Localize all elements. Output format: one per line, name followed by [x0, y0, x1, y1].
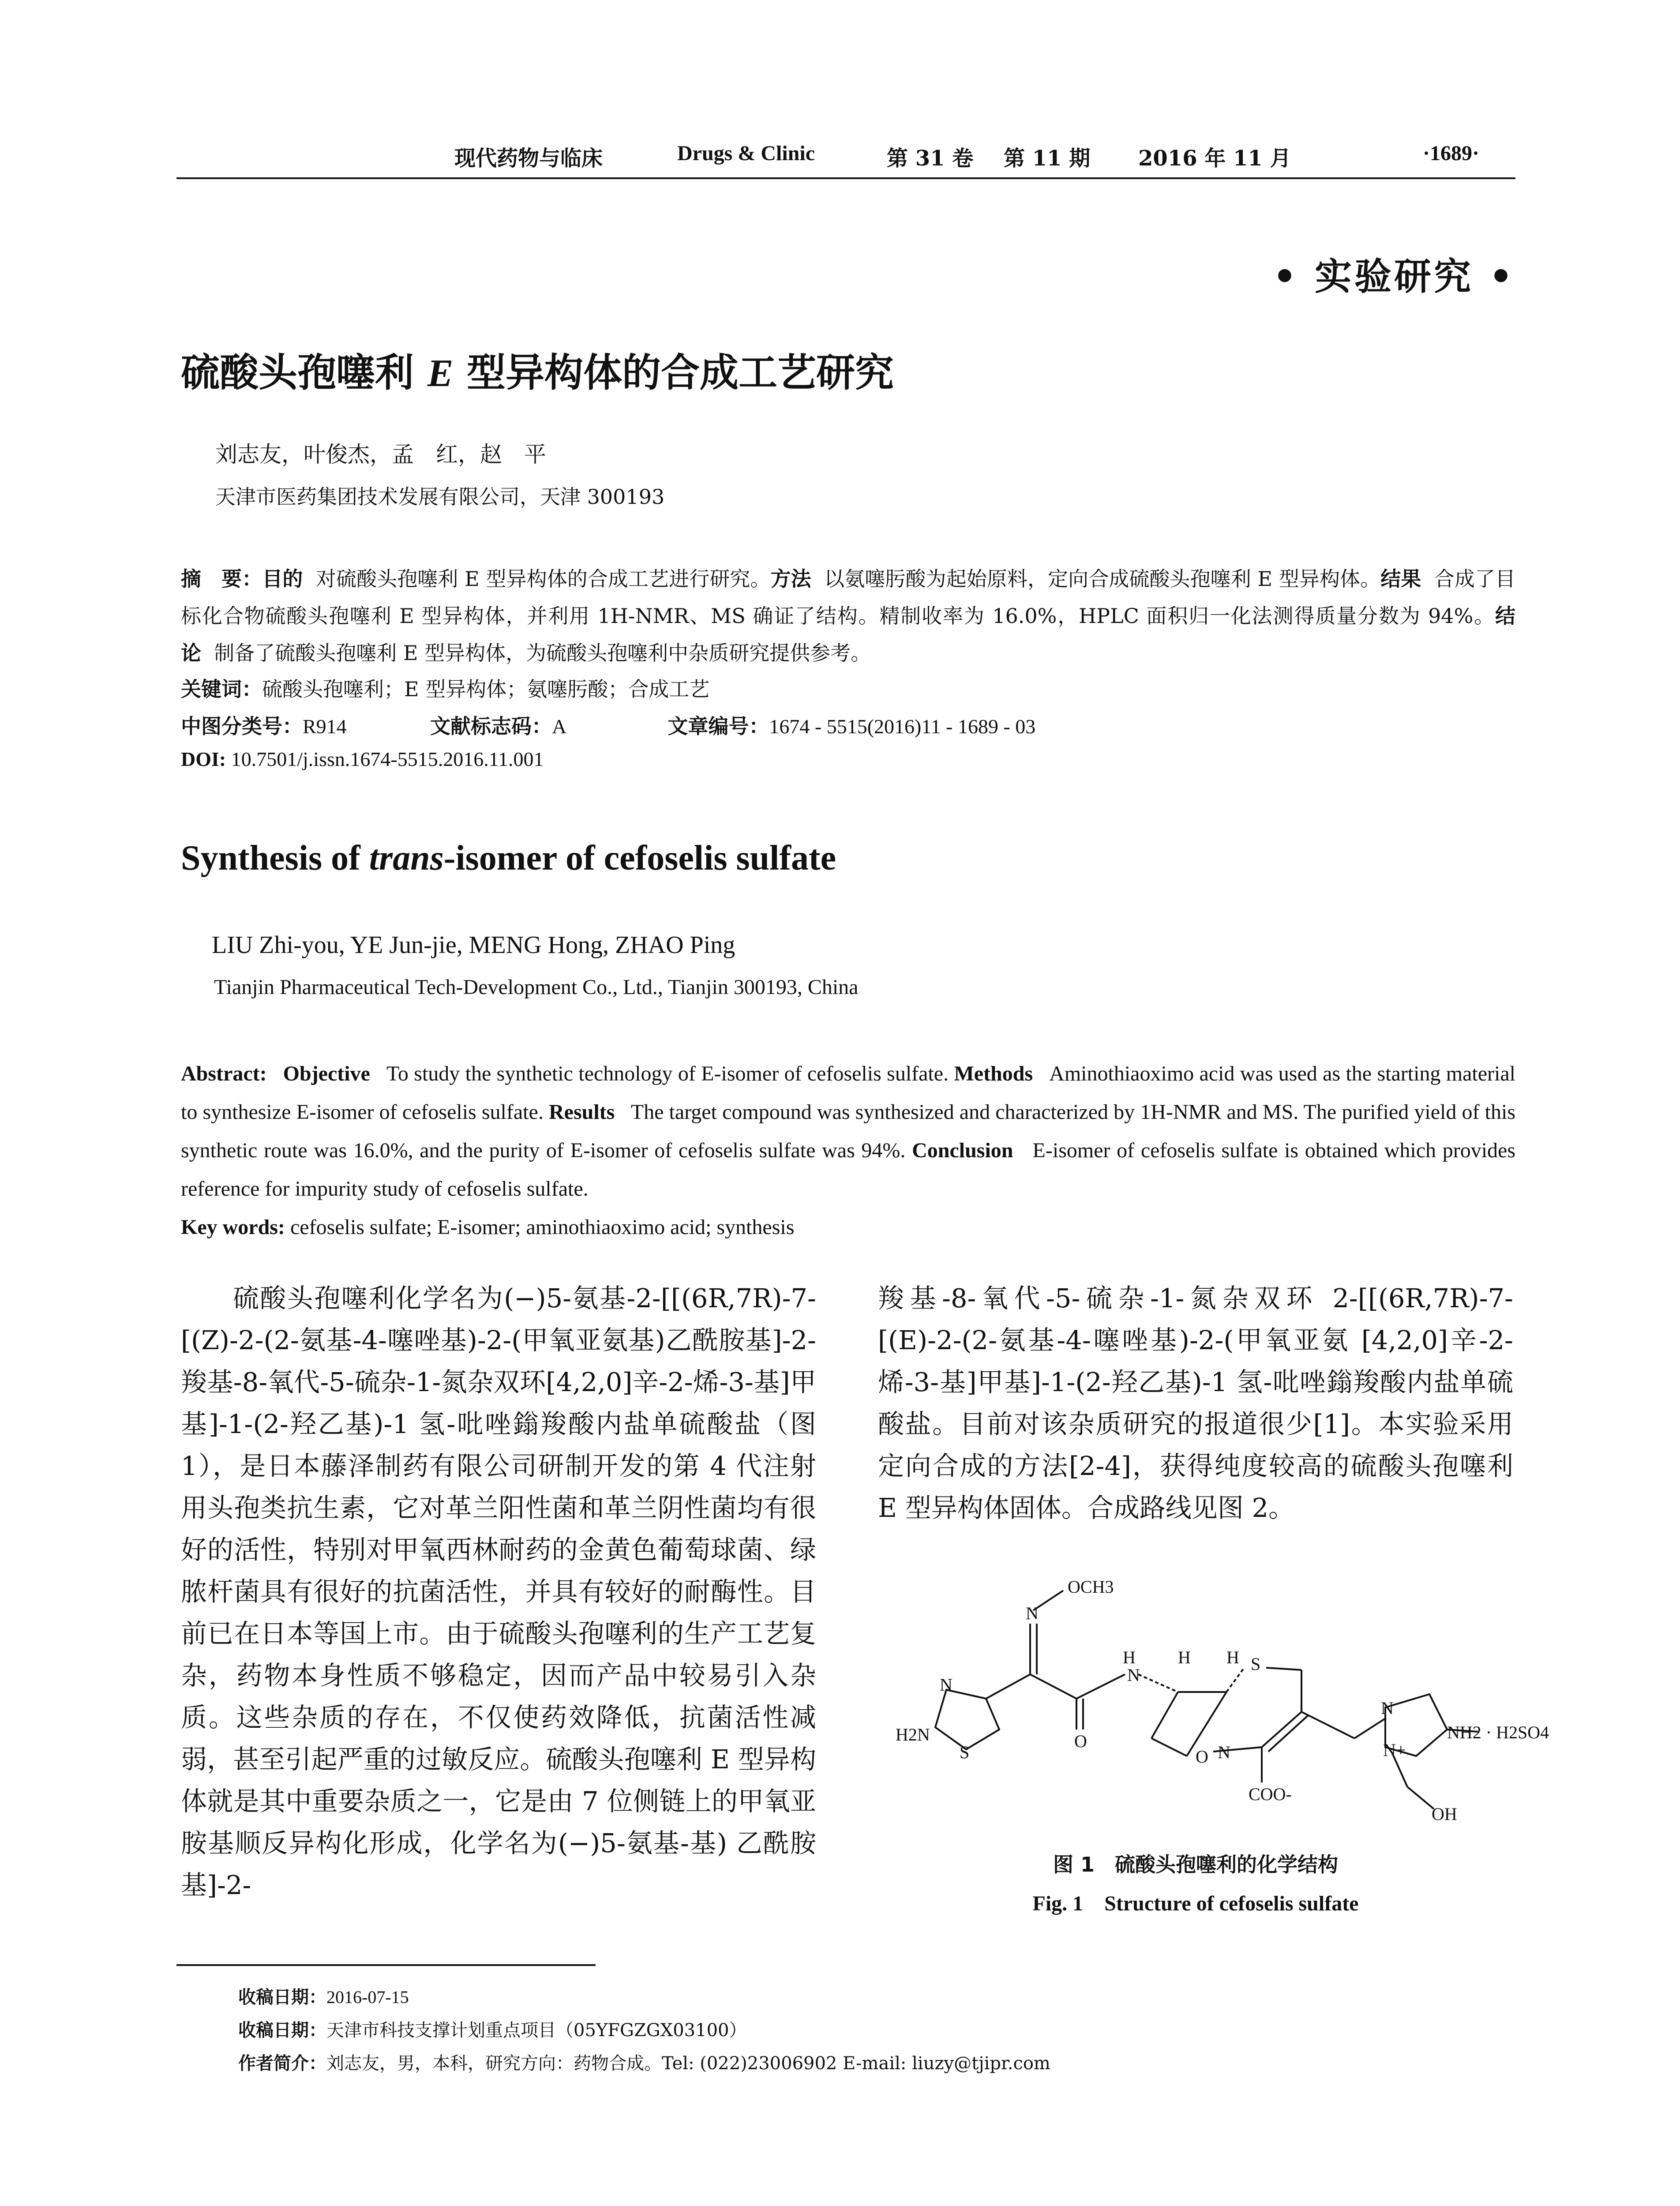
classification-line: 中图分类号：R914 文献标志码：A 文章编号：1674 - 5515(2016)11 - 1689 - 03 — [181, 714, 1036, 738]
label-s-ring: S — [1251, 1654, 1261, 1674]
footnote-rule — [176, 1964, 596, 1966]
abstract-en-label: Abstract: — [181, 1062, 267, 1085]
affiliation-cn: 天津市医药集团技术发展有限公司，天津 300193 — [215, 485, 665, 509]
conclusion-label-en: Conclusion — [912, 1139, 1013, 1162]
label-h2n: H2N — [896, 1725, 930, 1745]
body-right-column: 羧基-8-氧代-5-硫杂-1-氮杂双环 2-[[(6R,7R)-7-[(E)-2-(2-氨基-4-噻唑基)-2-(甲氧亚氨 [4,2,0]辛-2-烯-3-基]甲基]-1-(2-羟乙基)-1 氢-吡唑鎓羧酸内盐单硫酸盐。目前对该杂质研究的报道很少[1]。本实验采用定向合成的方法[2-4]，获得纯度较高的硫酸头孢噻利 E 型异构体固体。合成路线见图 2。 — [878, 1283, 1513, 1523]
results-label-en: Results — [548, 1100, 615, 1124]
abstract-cn — [181, 560, 1515, 672]
body-left-column: 硫酸头孢噻利化学名为(−)5-氨基-2-[[(6R,7R)-7-[(Z)-2-(2-氨基-4-噻唑基)-2-(甲氧亚氨基)乙酰胺基]-2-羧基-8-氧代-5-硫杂-1-氮杂双环[4,2,0]辛-2-烯-3-基]甲基]-1-(2-羟乙基)-1 氢-吡唑鎓羧酸内盐单硫酸盐（图 1），是日本藤泽制药有限公司研制开发的第 4 代注射用头孢类抗生素，它对革兰阳性菌和革兰阴性菌均有很好的活性，特别对甲氧西林耐药的金黄色葡萄球菌、绿脓杆菌具有很好的抗菌活性，并具有较好的耐酶性。目前已在日本等国上市。由于硫酸头孢噻利的生产工艺复杂，药物本身性质不够稳定，因而产品中较易引入杂质。这些杂质的存在，不仅使药效降低，抗菌活性减弱，甚至引起严重的过敏反应。硫酸头孢噻利 E 型异构体就是其中重要杂质之一，它是由 7 位侧链上的甲氧亚胺基顺反异构化形成，化学名为(−)5-氨基-基) 乙酰胺基]-2- — [181, 1283, 816, 1900]
figure1-structure — [878, 1575, 1549, 1824]
bond — [1151, 1692, 1178, 1738]
abstract-en — [181, 1054, 1515, 1246]
journal-name-cn: 现代药物与临床 — [454, 146, 603, 171]
conclusion-en: E-isomer of cefoselis sulfate is obtained which provides reference for impurity study of cefoselis sulfate. — [181, 1139, 1516, 1201]
abstract-cn-label: 摘 要： — [181, 567, 262, 591]
section-label: • 实验研究 • — [1273, 255, 1515, 298]
methods-cn: 以氨噻肟酸为起始原料，定向合成硫酸头孢噻利 E 型异构体。 — [824, 567, 1381, 591]
bond — [1226, 1668, 1244, 1692]
issue: 第 11 期 — [1004, 146, 1091, 171]
figure1-caption-cn: 图 1 硫酸头孢噻利的化学结构 — [1053, 1853, 1339, 1876]
header-rule — [176, 177, 1515, 179]
label-h-amide: H — [1123, 1647, 1136, 1667]
label-och3: OCH3 — [1068, 1577, 1114, 1597]
label-o-amide: O — [1074, 1731, 1087, 1751]
objective-cn: 对硫酸头孢噻利 E 型异构体的合成工艺进行研究。 — [315, 567, 771, 591]
label-nh2: NH2 · H2SO4 — [1447, 1722, 1549, 1742]
bond — [1262, 1712, 1301, 1747]
methods-label-cn: 方法 — [770, 567, 811, 591]
label-n-lactam: N — [1218, 1742, 1230, 1762]
methods-label-en: Methods — [954, 1062, 1033, 1085]
footnote-fund: 收稿日期：天津市科技支撑计划重点项目（05YFGZGX03100） — [238, 2020, 747, 2041]
label-n-oxime: N — [1026, 1603, 1039, 1623]
label-n-amide: N — [1127, 1665, 1140, 1685]
results-label-cn: 结果 — [1380, 567, 1421, 591]
bond — [1268, 1715, 1308, 1752]
title-en: Synthesis of trans-isomer of cefoselis sulfate — [181, 839, 836, 878]
bond — [1030, 1674, 1076, 1699]
issue-date: 2016 年 11 月 — [1138, 146, 1291, 171]
bond — [1301, 1712, 1354, 1738]
volume: 第 31 卷 — [887, 146, 974, 171]
label-h1: H — [1178, 1647, 1191, 1667]
label-h2: H — [1226, 1647, 1239, 1667]
bond — [1138, 1674, 1178, 1692]
conclusion-cn: 制备了硫酸头孢噻利 E 型异构体，为硫酸头孢噻利中杂质研究提供参考。 — [214, 641, 871, 665]
methods-en: Aminothiaoximo acid was used as the starting material to synthesize E-isomer of cefoselis sulfate. — [181, 1062, 1516, 1124]
affiliation-en: Tianjin Pharmaceutical Tech-Development Co., Ltd., Tianjin 300193, China — [214, 975, 859, 999]
objective-label-en: Objective — [283, 1062, 370, 1085]
bond — [1354, 1718, 1385, 1738]
results-cn: 合成了目标化合物硫酸头孢噻利 E 型异构体，并利用 1H-NMR、MS 确证了结构。精制收率为 16.0%，HPLC 面积归一化法测得质量分数为 94%。 — [181, 567, 1516, 628]
footnote-author: 作者简介：刘志友，男，本科，研究方向：药物合成。Tel: (022)23006902 E-mail: liuzy@tjipr.com — [238, 2053, 1050, 2074]
label-coo: COO- — [1249, 1784, 1292, 1804]
page-number: ·1689· — [1423, 142, 1480, 165]
bond — [1151, 1738, 1187, 1756]
bond — [1266, 1668, 1301, 1670]
conclusion-label-cn: 结论 — [181, 604, 1515, 665]
objective-en: To study the synthetic technology of E-isomer of cefoselis sulfate. — [386, 1062, 949, 1085]
label-s-thiazole: S — [960, 1742, 970, 1762]
authors-en: LIU Zhi-you, YE Jun-jie, MENG Hong, ZHAO Ping — [212, 931, 735, 959]
thiazole-ring — [935, 1690, 999, 1749]
label-oh: OH — [1432, 1804, 1457, 1824]
authors-cn: 刘志友，叶俊杰，孟 红，赵 平 — [215, 442, 546, 467]
figure1-caption-en: Fig. 1 Structure of cefoselis sulfate — [1032, 1892, 1359, 1915]
title-cn: 硫酸头孢噻利 E 型异构体的合成工艺研究 — [181, 350, 894, 395]
bond — [1407, 1787, 1434, 1809]
label-n-pyr2: N+ — [1383, 1740, 1406, 1760]
keywords-cn: 关键词：硫酸头孢噻利；E 型异构体；氨噻肟酸；合成工艺 — [181, 677, 710, 701]
label-n-pyr1: N — [1381, 1698, 1394, 1718]
bond — [986, 1674, 1030, 1699]
results-en: The target compound was synthesized and characterized by 1H-NMR and MS. The purified yield of this synthetic route was 16.0%, and the purity of E-isomer of cefoselis sulfate was 94%. — [181, 1100, 1516, 1162]
keywords-en: cefoselis sulfate; E-isomer; aminothiaoximo acid; synthesis — [290, 1216, 795, 1239]
label-o-lactam: O — [1196, 1747, 1208, 1767]
keywords-label-en: Key words: — [181, 1216, 285, 1239]
label-n-thiazole: N — [940, 1675, 952, 1695]
footnote-received: 收稿日期：2016-07-15 — [238, 1987, 409, 2007]
objective-label-cn: 目的 — [262, 567, 303, 591]
bond — [1076, 1674, 1125, 1699]
doi-line: DOI: 10.7501/j.issn.1674-5515.2016.11.001 — [181, 748, 544, 770]
journal-name-en: Drugs & Clinic — [677, 142, 815, 165]
